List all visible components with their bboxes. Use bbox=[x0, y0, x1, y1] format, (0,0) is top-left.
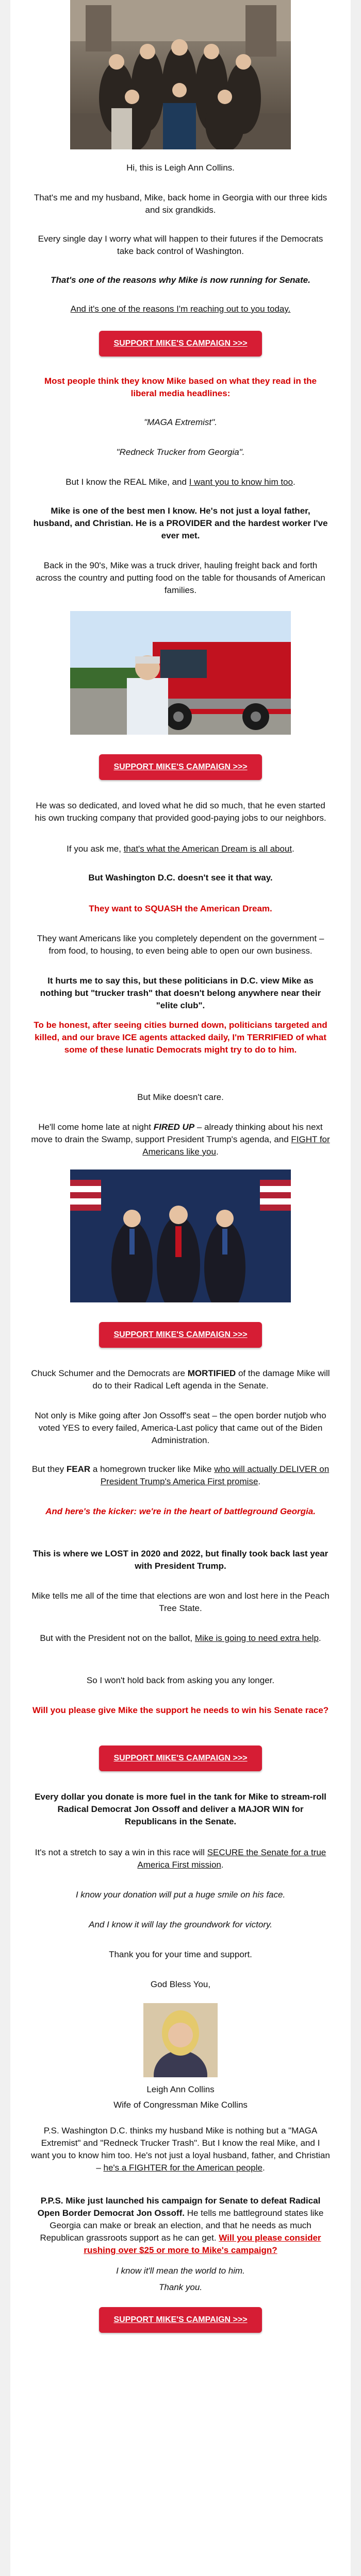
closing-mean-world: I know it'll mean the world to him. bbox=[116, 2266, 245, 2276]
email-body bbox=[10, 0, 351, 2576]
every-dollar-paragraph: Every dollar you donate is more fuel in the tank for Mike to stream-roll Radical Democrat Jon Ossoff and deliver a MAJOR WIN for Republicans in the Senate. bbox=[35, 1792, 326, 1826]
support-button-4[interactable]: SUPPORT MIKE'S CAMPAIGN >>> bbox=[99, 1745, 262, 1771]
squash-paragraph: They want to SQUASH the American Dream. bbox=[89, 904, 272, 913]
thank-you-paragraph: Thank you for your time and support. bbox=[109, 1950, 252, 1959]
trucker-trash-paragraph: It hurts me to say this, but these politicians in D.C. view Mike as nothing but "trucker trash" that doesn't belong anywhere near their "elite club". bbox=[40, 976, 321, 1010]
secure-senate-link[interactable]: SECURE the Senate for a true America First mission bbox=[137, 1848, 326, 1870]
extra-help-paragraph: But with the President not on the ballot, Mike is going to need extra help. bbox=[40, 1633, 321, 1643]
reason-link[interactable]: And it's one of the reasons I'm reaching out to you today. bbox=[70, 304, 291, 314]
dedicated-paragraph: He was so dedicated, and loved what he did so much, that he even started his own trucking company that provided good-paying jobs to our neighbors. bbox=[35, 801, 326, 823]
groundwork-paragraph: And I know it will lay the groundwork for victory. bbox=[89, 1920, 272, 1929]
truck-driver-paragraph: Back in the 90's, Mike was a truck driver, hauling freight back and forth across the country and putting food on the table for thousands of American families. bbox=[36, 561, 325, 595]
family-paragraph: That's me and my husband, Mike, back home in Georgia with our three kids and six grandkids. bbox=[34, 193, 327, 215]
ossoff-paragraph: Not only is Mike going after Jon Ossoff's seat – the open border nutjob who voted YES to every failed, America-Last policy that came out of the Biden Administration. bbox=[35, 1411, 326, 1445]
donate-25-link[interactable]: Will you please consider rushing over $25 or more to Mike's campaign? bbox=[84, 2233, 321, 2255]
signature-name: Leigh Ann Collins bbox=[146, 2084, 215, 2094]
trump-photo bbox=[70, 1170, 291, 1302]
signature-photo bbox=[143, 2003, 218, 2077]
fight-for-americans-link[interactable]: FIGHT for Americans like you bbox=[142, 1134, 330, 1157]
real-mike-paragraph: But I know the REAL Mike, and I want you to know him too. bbox=[65, 477, 296, 487]
fired-up-paragraph: He'll come home late at night FIRED UP – already thinking about his next move to drain the Swamp, support President Trump's agenda, and FIGHT for Americans like you. bbox=[31, 1122, 330, 1157]
quote-redneck: "Redneck Trucker from Georgia". bbox=[116, 447, 245, 457]
fighter-link[interactable]: he's a FIGHTER for the American people bbox=[103, 2163, 262, 2173]
american-dream-link[interactable]: that's what the American Dream is all about bbox=[123, 844, 292, 854]
reason-paragraph: That's one of the reasons why Mike is now running for Senate. bbox=[51, 275, 310, 285]
pps-paragraph: P.P.S. Mike just launched his campaign for Senate to defeat Radical Open Border Democrat Jon Ossoff. He tells me battleground states like Georgia can make or break an election, and that he needs as much Republican grassroots support as he can get. Will you please consider rushing over $25 or more to Mike's campaign? bbox=[37, 2196, 324, 2255]
reason-link-paragraph bbox=[31, 303, 330, 315]
lost-paragraph: This is where we LOST in 2020 and 2022, but finally took back last year with President Trump. bbox=[32, 1549, 329, 1571]
will-you-paragraph: Will you please give Mike the support he needs to win his Senate race? bbox=[32, 1705, 329, 1715]
extra-help-link[interactable]: Mike is going to need extra help bbox=[194, 1633, 319, 1643]
support-button-1[interactable]: SUPPORT MIKE'S CAMPAIGN >>> bbox=[99, 331, 262, 357]
god-bless: God Bless You, bbox=[150, 1979, 211, 1989]
kicker-paragraph: And here's the kicker: we're in the heart of battleground Georgia. bbox=[45, 1506, 316, 1516]
greeting: Hi, this is Leigh Ann Collins. bbox=[126, 163, 235, 173]
schumer-paragraph: Chuck Schumer and the Democrats are MORTIFIED of the damage Mike will do to their Radical Left agenda in the Senate. bbox=[31, 1368, 330, 1391]
peach-state-paragraph: Mike tells me all of the time that elections are won and lost here in the Peach Tree State. bbox=[31, 1591, 330, 1613]
deliver-promise-link[interactable]: who will actually DELIVER on President Trump's America First promise bbox=[100, 1464, 330, 1486]
doesnt-care-paragraph: But Mike doesn't care. bbox=[137, 1092, 224, 1102]
worry-paragraph: Every single day I worry what will happen to their futures if the Democrats take back control of Washington. bbox=[38, 234, 323, 256]
fear-paragraph: But they FEAR a homegrown trucker like Mike who will actually DELIVER on President Trump's America First promise. bbox=[31, 1464, 330, 1486]
secure-senate-paragraph: It's not a stretch to say a win in this race will SECURE the Senate for a true America First mission. bbox=[35, 1848, 326, 1870]
quote-maga: "MAGA Extremist". bbox=[144, 417, 217, 427]
government-paragraph: They want Americans like you completely dependent on the government – from food, to housing, to even being able to open our own business. bbox=[37, 934, 324, 956]
hold-back-paragraph: So I won't hold back from asking you any longer. bbox=[86, 1675, 275, 1685]
american-dream-paragraph: If you ask me, that's what the American Dream is all about. bbox=[67, 844, 294, 854]
signature-title: Wife of Congressman Mike Collins bbox=[113, 2100, 248, 2110]
truck-photo bbox=[70, 611, 291, 735]
terrified-paragraph: To be honest, after seeing cities burned down, politicians targeted and killed, and our brave ICE agents attacked daily, I'm TERRIFIED of what some of these lunatic Democrats might try to do to him. bbox=[34, 1020, 327, 1055]
family-photo bbox=[70, 0, 291, 149]
know-him-link[interactable]: I want you to know him too bbox=[189, 477, 293, 487]
closing-thank-you: Thank you. bbox=[158, 2282, 203, 2292]
media-headline: Most people think they know Mike based on what they read in the liberal media headlines: bbox=[44, 376, 317, 398]
smile-paragraph: I know your donation will put a huge smile on his face. bbox=[75, 1890, 286, 1900]
support-button-3[interactable]: SUPPORT MIKE'S CAMPAIGN >>> bbox=[99, 1322, 262, 1348]
ps-paragraph: P.S. Washington D.C. thinks my husband Mike is nothing but a "MAGA Extremist" and "Redneck Trucker Trash". But I know the real Mike, and I want you to know him too. He's not just a loyal husband, father, and Christian – he's a FIGHTER for the American people. bbox=[31, 2126, 330, 2173]
support-button-2[interactable]: SUPPORT MIKE'S CAMPAIGN >>> bbox=[99, 754, 262, 780]
best-men-paragraph: Mike is one of the best men I know. He's not just a loyal father, husband, and Christian. He is a PROVIDER and the hardest worker I've ever met. bbox=[33, 506, 328, 540]
washington-paragraph: But Washington D.C. doesn't see it that way. bbox=[88, 873, 273, 883]
support-button-5[interactable]: SUPPORT MIKE'S CAMPAIGN >>> bbox=[99, 2307, 262, 2333]
